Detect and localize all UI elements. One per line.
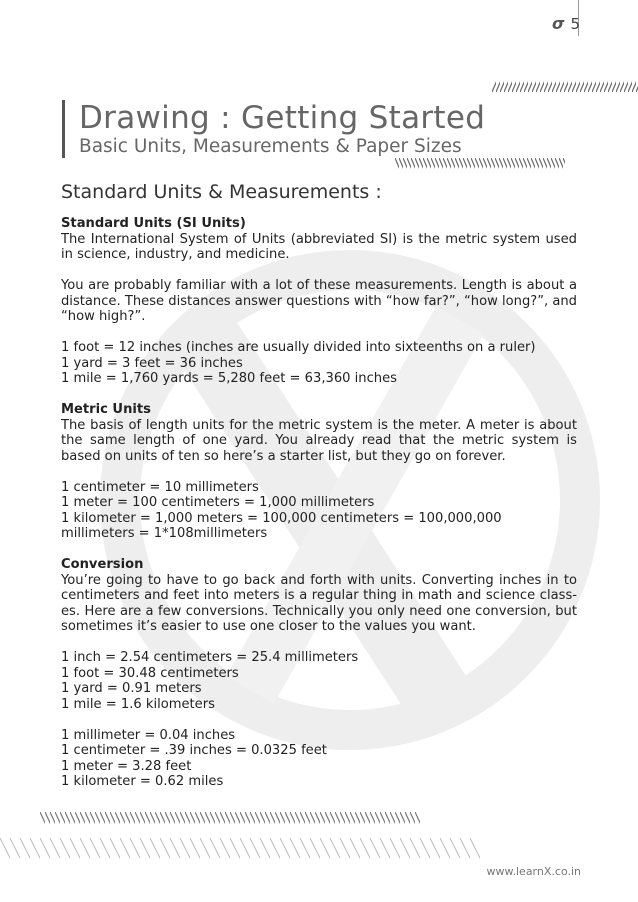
page-subtitle: Basic Units, Measurements & Paper Sizes — [79, 136, 462, 157]
page-header — [552, 14, 580, 33]
conversion-line: 1 foot = 30.48 centimeters — [61, 665, 239, 681]
si-intro: The International System of Units (abbreviated SI) is the metric system used in science, industry, and medicine. — [61, 231, 577, 262]
si-heading: Standard Units (SI Units) — [61, 216, 246, 231]
conversion-paragraph: You’re going to have to go back and forth with units. Converting inches in to centimeters and feet into meters is a regular thing in math and science class-es. Here are a few conversions. Technically you only need one conversion, but sometimes it’s easier to use one closer to the values you want. — [61, 572, 577, 634]
si-list — [61, 340, 577, 387]
page-number: 5 — [570, 14, 580, 33]
conversion-line: 1 mile = 1.6 kilometers — [61, 696, 215, 712]
page-title: Drawing : Getting Started — [79, 100, 486, 136]
footer-url[interactable]: www.learnX.co.in — [486, 865, 581, 878]
hatch-decoration-footer — [0, 838, 480, 878]
si-paragraph: You are probably familiar with a lot of these measurements. Length is about a distance. These distances answer questions with “how far?”, “how long?”, and “how high?”. — [61, 278, 577, 324]
conversion-heading: Conversion — [61, 557, 144, 572]
brand-logo-icon: σ — [551, 14, 565, 33]
metric-heading: Metric Units — [61, 402, 151, 417]
title-block — [62, 100, 485, 158]
section-title: Standard Units & Measurements : — [61, 181, 382, 203]
metric-list — [61, 480, 577, 542]
conversion-line: 1 millimeter = 0.04 inches — [61, 727, 236, 743]
hatch-decoration-title — [395, 158, 565, 172]
main-content — [61, 180, 577, 805]
conversion-line: 1 kilometer = 0.62 miles — [61, 774, 224, 789]
si-line: 1 mile = 1,760 yards = 5,280 feet = 63,360 inches — [61, 371, 397, 386]
hatch-decoration-top — [492, 78, 638, 92]
conversion-list-b — [61, 728, 577, 790]
conversion-line: 1 yard = 0.91 meters — [61, 681, 202, 696]
si-line: 1 yard = 3 feet = 36 inches — [61, 355, 243, 371]
conversion-list-a — [61, 650, 577, 712]
metric-line: 1 centimeter = 10 millimeters — [61, 479, 259, 495]
metric-line: 1 meter = 100 centimeters = 1,000 millimeters — [61, 495, 375, 510]
conversion-line: 1 centimeter = .39 inches = 0.0325 feet — [61, 743, 327, 758]
conversion-line: 1 meter = 3.28 feet — [61, 758, 192, 774]
metric-line: 1 kilometer = 1,000 meters = 100,000 centimeters = 100,000,000 millimeters = 1*108millimeters — [61, 510, 502, 541]
conversion-line: 1 inch = 2.54 centimeters = 25.4 millimeters — [61, 650, 359, 665]
metric-paragraph: The basis of length units for the metric system is the meter. A meter is about the same length of one yard. You already read that the metric system is based on units of ten so here’s a starter list, but they go on forever. — [61, 417, 577, 464]
si-line: 1 foot = 12 inches (inches are usually divided into sixteenths on a ruler) — [61, 340, 536, 355]
